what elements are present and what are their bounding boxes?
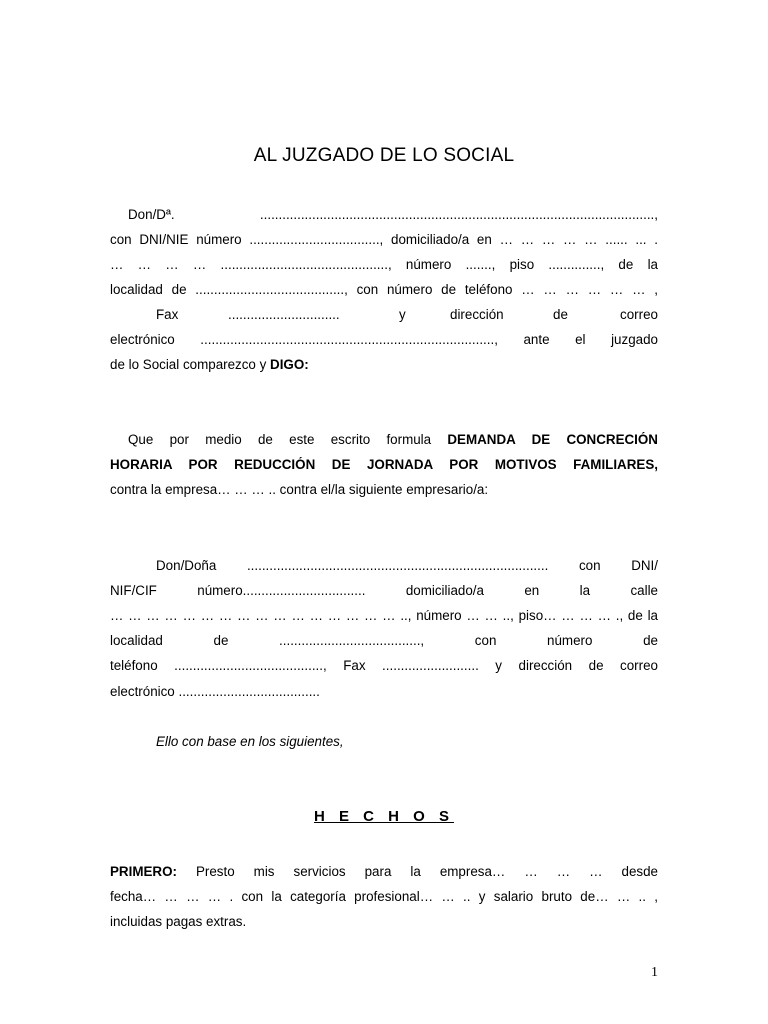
p2-line-1-text: Que por medio de este escrito formula [128,432,448,447]
p3-line-5: teléfono ........................................, Fax .......................... y dirección de correo [110,658,658,673]
address-word: dirección [450,307,504,322]
fax-label: Fax [156,307,179,322]
p3-line-6: electrónico ...................................... [110,684,320,699]
document-title: AL JUZGADO DE LO SOCIAL [253,145,515,166]
primero-line-2: fecha… … … … . con la categoría profesional… … .. y salario bruto de… … .. , [110,889,658,904]
primero-bold: PRIMERO: [110,864,177,879]
demanda-bold: DEMANDA DE CONCRECIÓN [447,432,658,447]
p3-line-3: … … … … … … … … … … … … … … … … .., número … … .., piso… … … … ., de la [110,608,658,623]
of-word: de [553,307,568,322]
section-heading-hechos: H E C H O S [313,808,454,825]
p3-line-2: NIF/CIF número................................. domiciliado/a en la calle [110,583,658,598]
and-word: y [399,307,406,322]
email-word: correo [620,307,658,322]
p1-line-3: … … … … ............................................., número ......., piso .............., de la [110,257,658,272]
p1-line-5 [110,307,658,323]
primero-line-1-text: Presto mis servicios para la empresa… … … … desde [176,864,658,879]
p1-line-7-text: de lo Social comparezco y [110,357,271,372]
p2-line-1 [128,432,658,448]
p1-line-1: Don/Dª. .........................................................................................................., [128,207,658,222]
p3-line-1: Don/Doña ................................................................................. con DNI/ [156,558,658,573]
p2-line-2 [110,457,658,473]
p1-line-7 [110,357,658,373]
horaria-bold: HORARIA POR REDUCCIÓN DE JORNADA POR MOTIVOS FAMILIARES, [110,457,658,472]
p3-line-4: localidad de ......................................, con número de [110,633,658,648]
page-number: 1 [651,965,658,980]
p1-line-6: electrónico ..............................................................................., ante el juzgado [110,332,658,347]
primero-line-1 [110,864,658,880]
p2-line-3: contra la empresa… … … .. contra el/la siguiente empresario/a: [110,482,489,497]
p1-line-2: con DNI/NIE número ..................................., domiciliado/a en … … … … … ...... ... . [110,232,658,247]
digo-bold: DIGO: [270,357,309,372]
p4-line: Ello con base en los siguientes, [156,734,344,749]
p1-line-4: localidad de ........................................, con número de teléfono … … … … … … , [110,282,658,297]
fax-dots: .............................. [228,307,340,322]
primero-line-3: incluidas pagas extras. [110,914,247,929]
